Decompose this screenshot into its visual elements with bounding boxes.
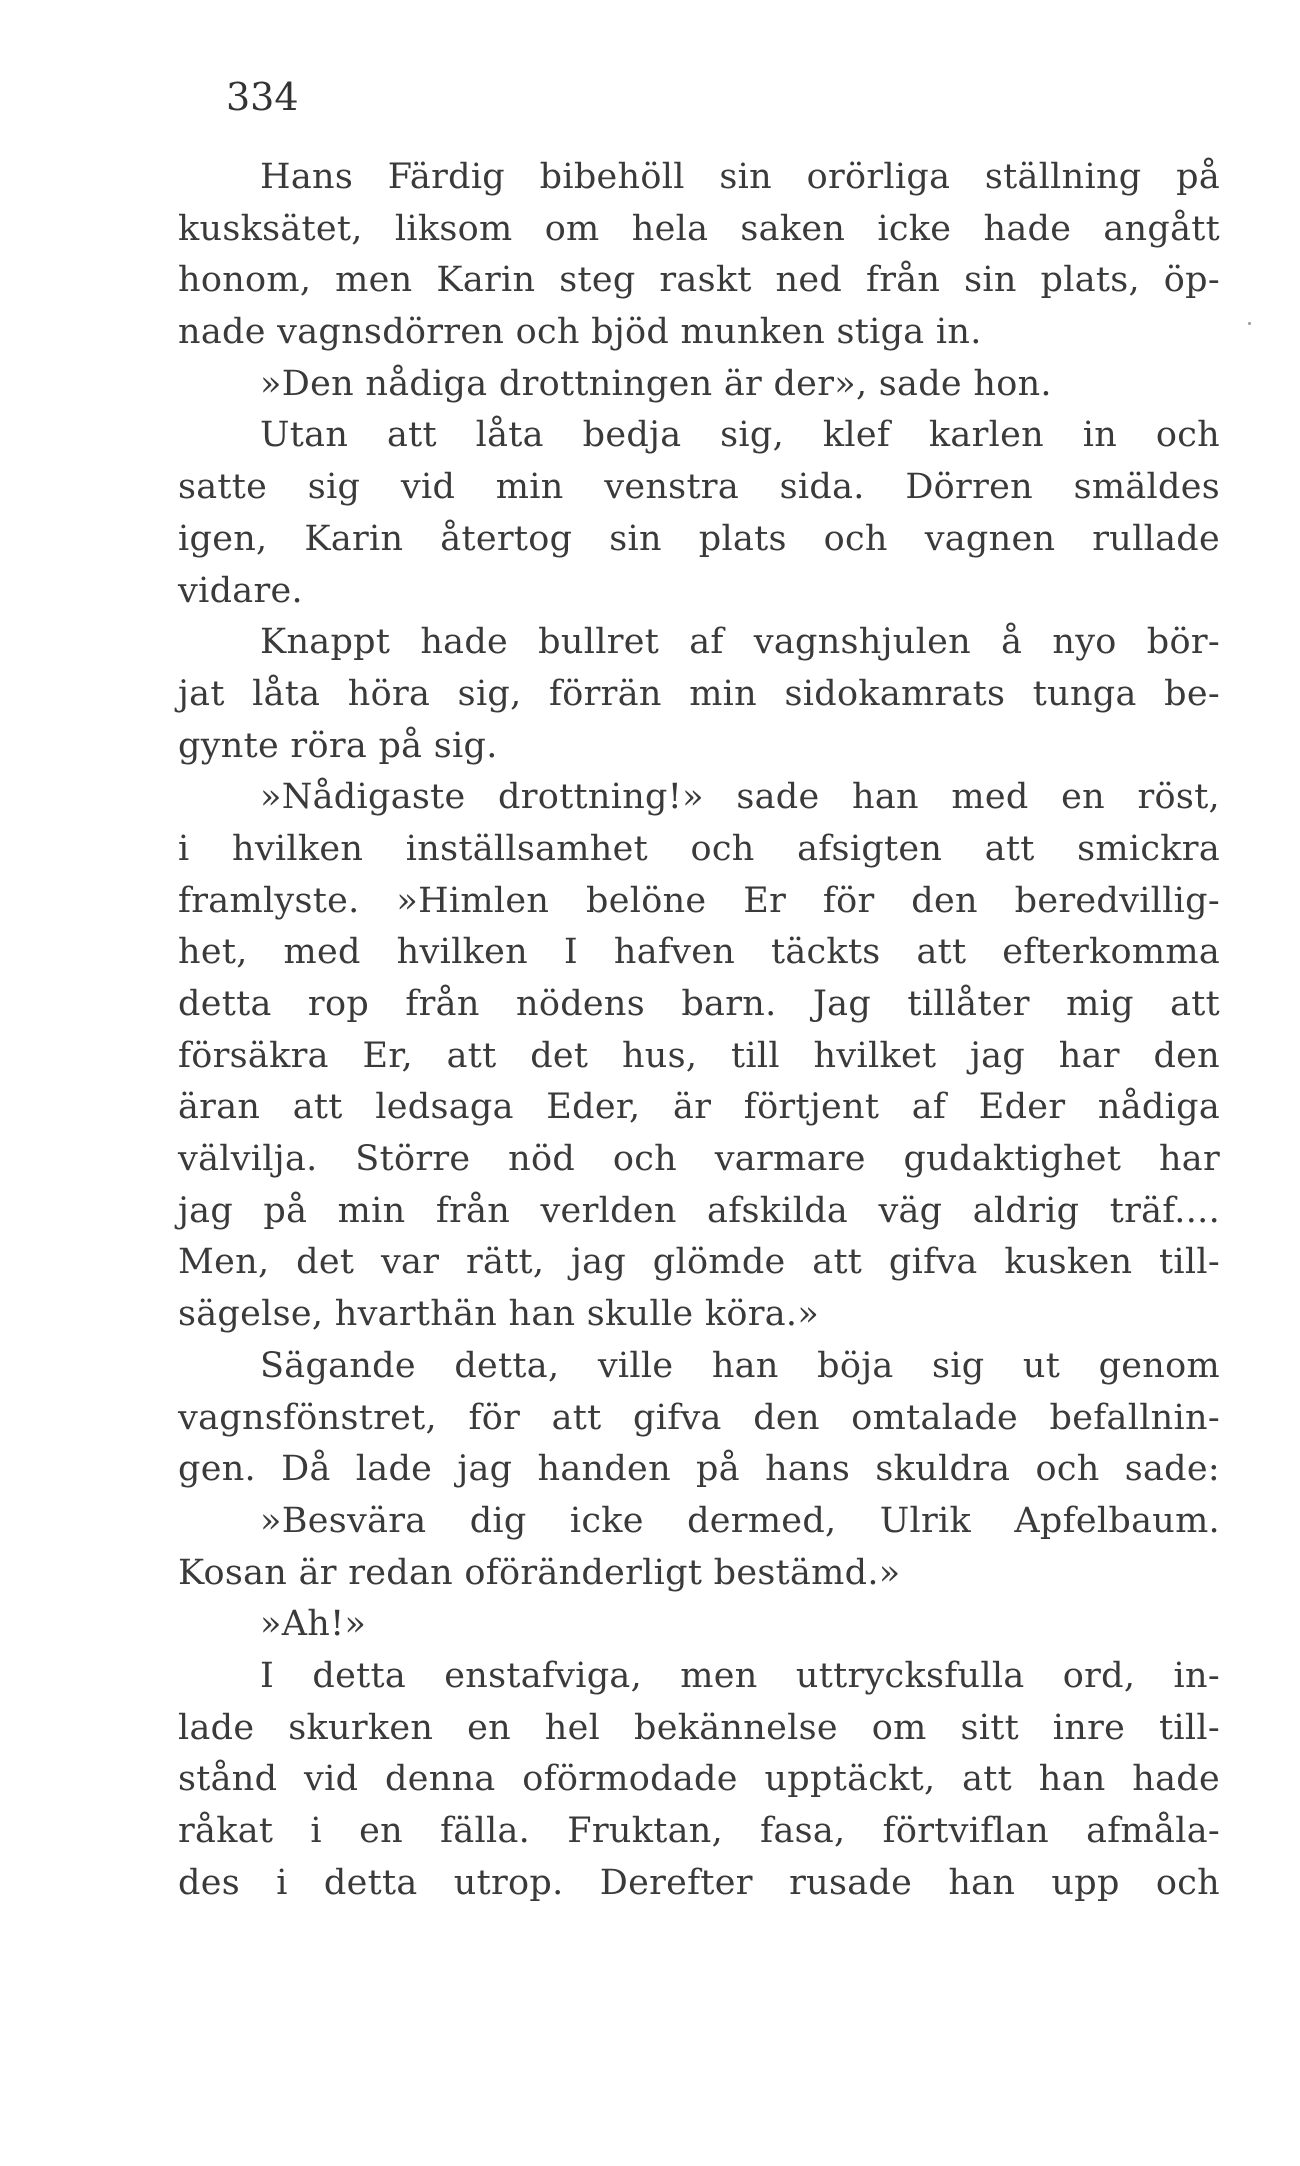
text-line: kusksätet, liksom om hela saken icke hade angått [178,208,1220,249]
text-line: Men, det var rätt, jag glömde att gifva kusken till- [178,1242,1220,1283]
text-line: framlyste. »Himlen belöne Er för den beredvillig- [178,880,1220,921]
text-line: »Besvära dig icke dermed, Ulrik Apfelbaum. [260,1500,1220,1541]
text-line: lade skurken en hel bekännelse om sitt inre till- [178,1707,1220,1748]
text-line: sägelse, hvarthän han skulle köra.» [178,1294,820,1335]
body-text [178,152,1220,1909]
text-line: honom, men Karin steg raskt ned från sin plats, öp- [178,260,1220,301]
text-line: gen. Då lade jag handen på hans skuldra och sade: [178,1449,1220,1490]
text-line: råkat i en fälla. Fruktan, fasa, förtviflan afmåla- [178,1811,1220,1851]
text-line: igen, Karin återtog sin plats och vagnen rullade [178,518,1220,559]
text-line: försäkra Er, att det hus, till hvilket jag har den [178,1035,1220,1076]
text-line: nade vagnsdörren och bjöd munken stiga in. [178,312,982,353]
text-line: jat låta höra sig, förrän min sidokamrats tunga be- [178,673,1220,714]
text-line: vagnsfönstret, för att gifva den omtalade befallnin- [178,1397,1220,1438]
text-line: gynte röra på sig. [178,725,498,766]
text-line: stånd vid denna oförmodade upptäckt, att han hade [178,1759,1220,1800]
text-line: välvilja. Större nöd och varmare gudaktighet har [178,1139,1220,1180]
text-line: Utan att låta bedja sig, klef karlen in och [260,415,1220,456]
text-line: jag på min från verlden afskilda väg aldrig träf.... [178,1190,1220,1231]
text-line: »Ah!» [260,1604,367,1645]
page-number: 334 [226,75,299,119]
text-line: äran att ledsaga Eder, är förtjent af Eder nådiga [178,1087,1220,1128]
print-speck [1248,322,1251,325]
text-line: Hans Färdig bibehöll sin orörliga ställning på [260,157,1220,197]
text-line: Knappt hade bullret af vagnshjulen å nyo bör- [260,622,1220,663]
text-line: »Den nådiga drottningen är der», sade hon. [260,363,1052,404]
text-line: Kosan är redan oföränderligt bestämd.» [178,1552,901,1593]
text-line: satte sig vid min venstra sida. Dörren smäldes [178,467,1220,508]
text-line: vidare. [178,570,303,611]
text-line: detta rop från nödens barn. Jag tillåter mig att [178,984,1220,1024]
text-line: Sägande detta, ville han böja sig ut genom [260,1345,1220,1386]
text-line: »Nådigaste drottning!» sade han med en röst, [260,777,1220,818]
text-line: I detta enstafviga, men uttrycksfulla ord, in- [260,1655,1220,1696]
text-line: het, med hvilken I hafven täckts att efterkomma [178,932,1220,973]
text-line: des i detta utrop. Derefter rusade han upp och [178,1862,1220,1903]
text-line: i hvilken inställsamhet och afsigten att smickra [178,828,1220,869]
